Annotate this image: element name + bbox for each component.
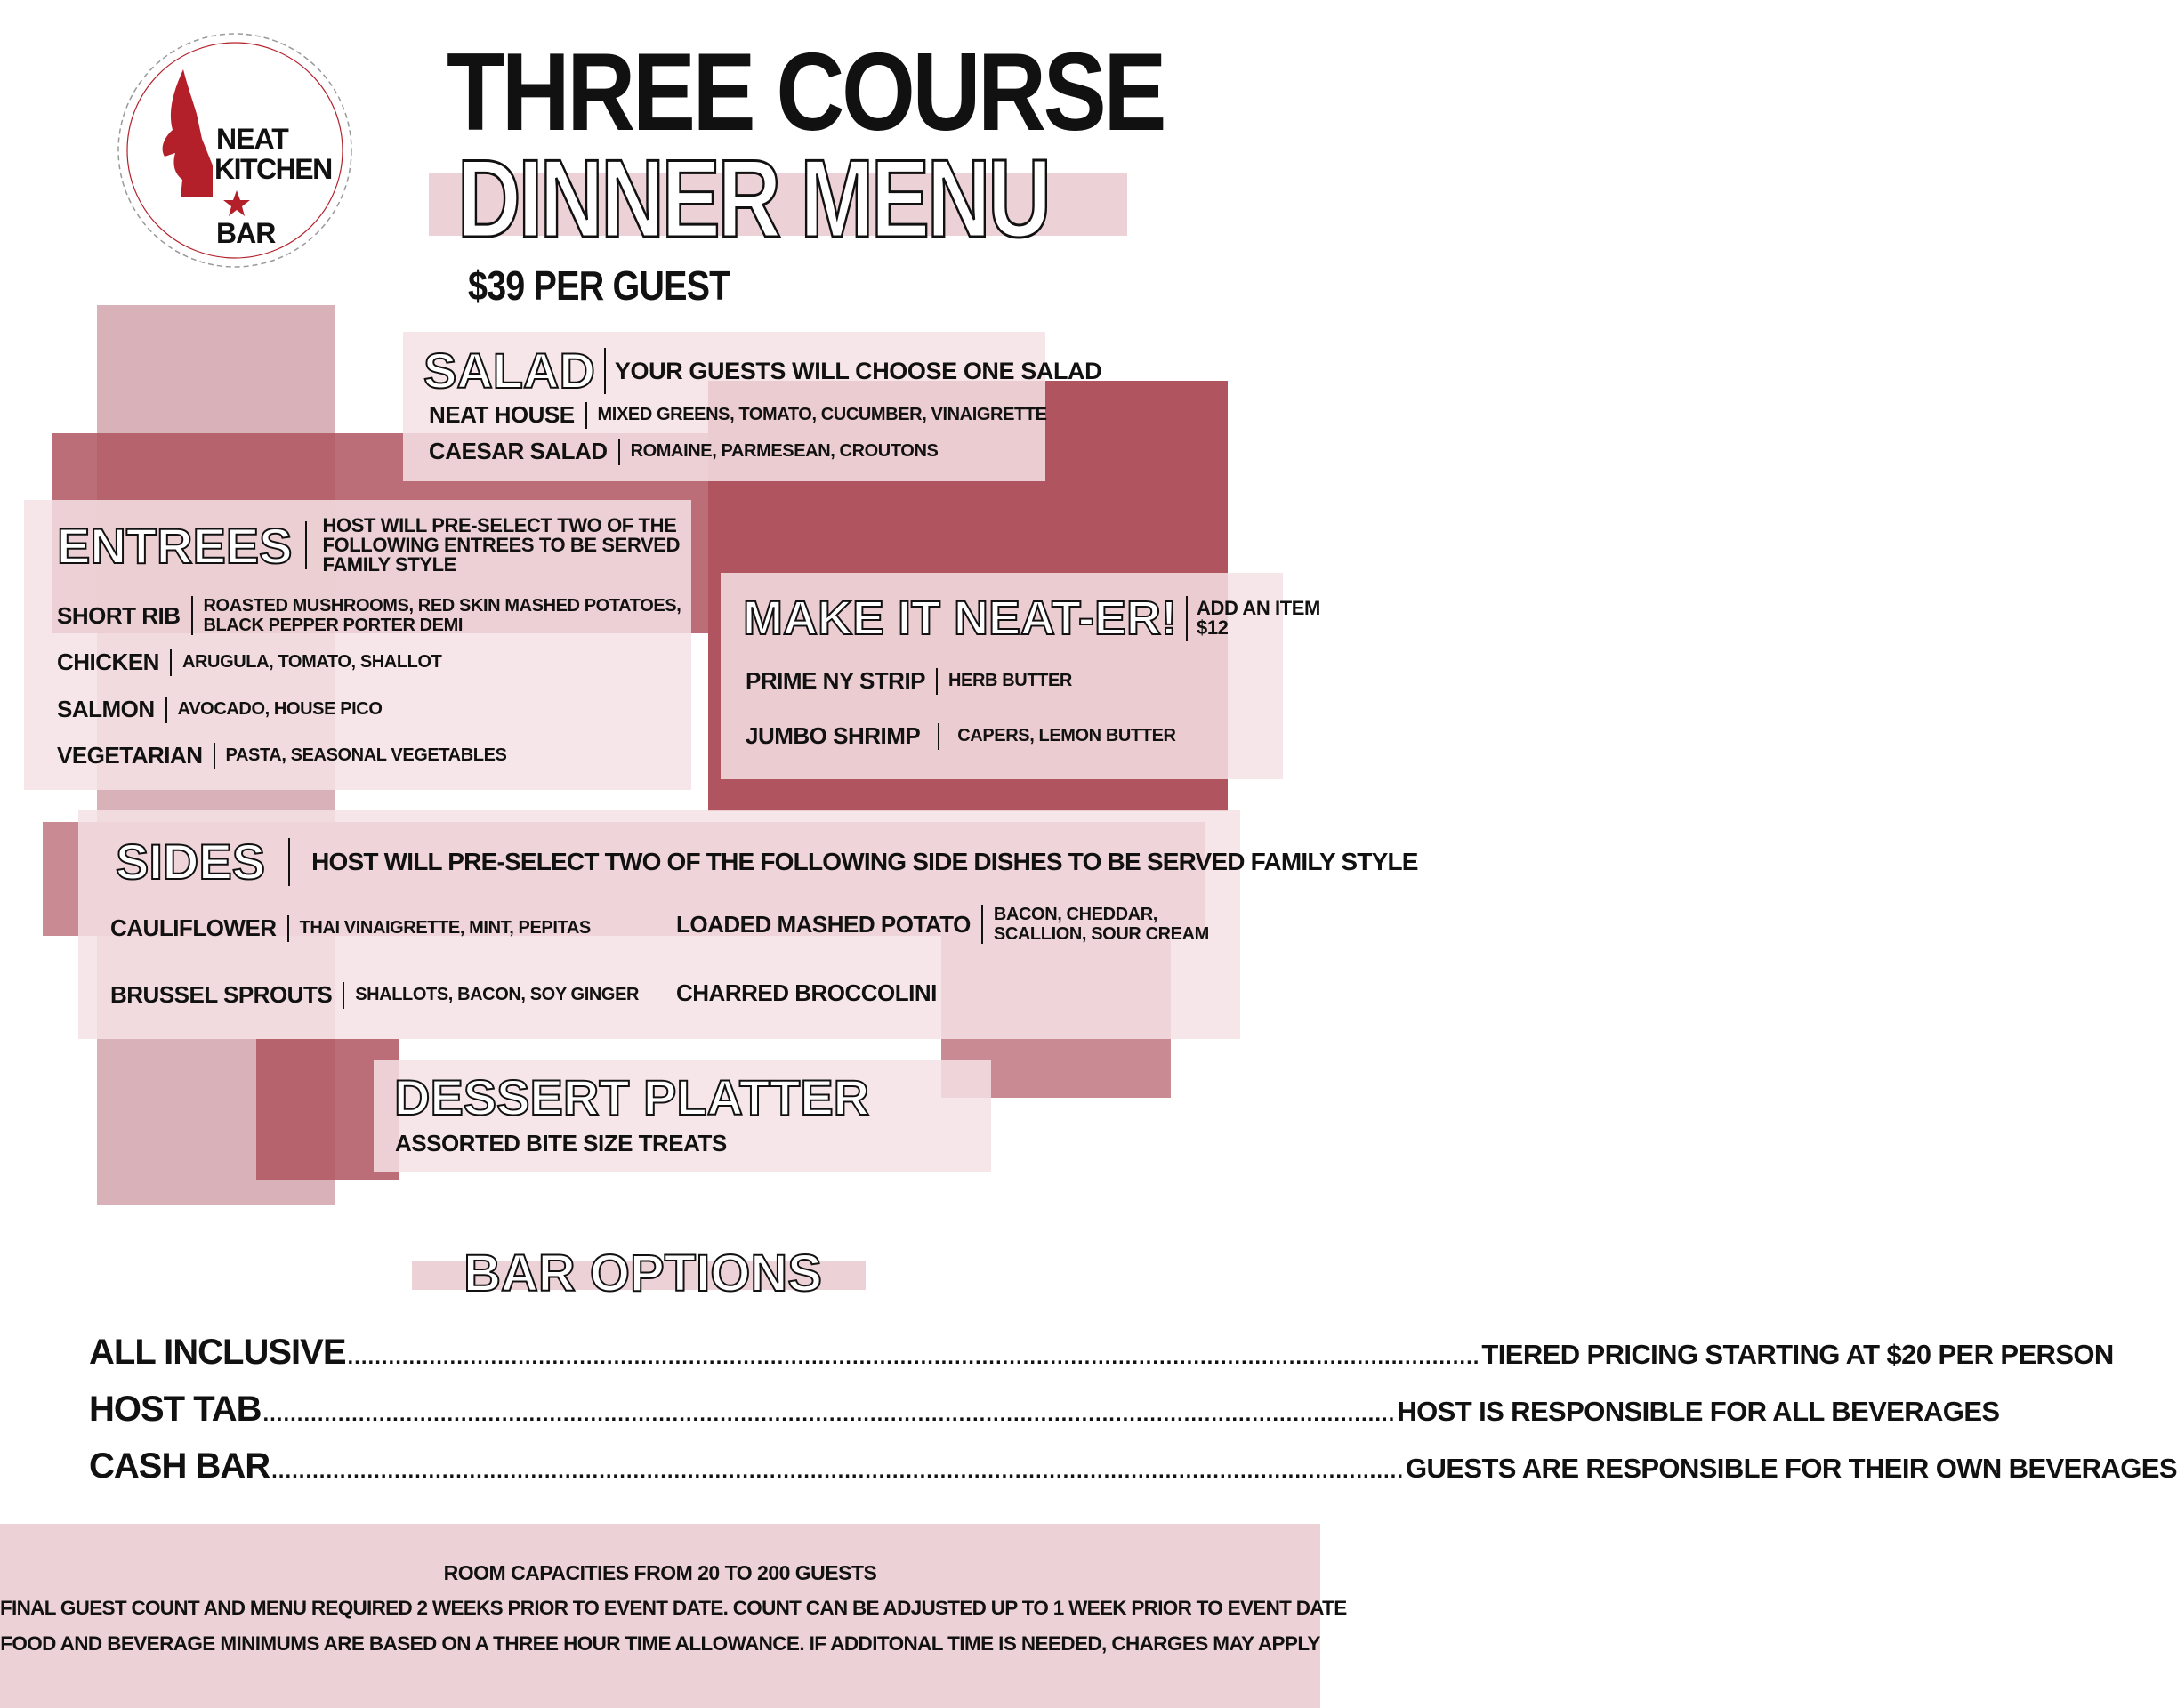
salad-header	[423, 342, 1101, 399]
sides-item-brussel-sprouts	[110, 981, 639, 1009]
entree-item-desc	[204, 596, 681, 635]
salad-item-desc: MIXED GREENS, TOMATO, CUCUMBER, VINAIGRETTE	[597, 405, 1047, 424]
sides-subtitle: HOST WILL PRE-SELECT TWO OF THE FOLLOWING SIDE DISHES TO BE SERVED FAMILY STYLE	[311, 847, 1418, 875]
entrees-subtitle-line: FAMILY STYLE	[322, 553, 456, 576]
salad-item-caesar	[429, 438, 938, 465]
bar-option-label: CASH BAR	[89, 1446, 270, 1486]
footer-band	[0, 1524, 1347, 1708]
entree-item-name: SHORT RIB	[57, 601, 181, 629]
sides-desc-line: SCALLION, SOUR CREAM	[993, 924, 1209, 944]
neater-item-desc: HERB BUTTER	[948, 671, 1072, 690]
bar-options-title: BAR OPTIONS	[464, 1245, 822, 1302]
entree-item-desc: AVOCADO, HOUSE PICO	[177, 699, 383, 719]
sides-item-name: CHARRED BROCCOLINI	[676, 979, 937, 1006]
sides-divider	[288, 838, 290, 886]
item-divider	[585, 402, 587, 429]
item-divider	[618, 439, 620, 465]
bar-option-host-tab	[89, 1390, 2000, 1430]
entree-desc-line: ROASTED MUSHROOMS, RED SKIN MASHED POTATOES,	[203, 596, 681, 616]
sides-item-name: BRUSSEL SPROUTS	[110, 981, 333, 1008]
item-divider	[343, 982, 344, 1009]
footer-line-minimums: FOOD AND BEVERAGE MINIMUMS ARE BASED ON A THREE HOUR TIME ALLOWANCE. IF ADDITONAL TIME IS NEEDED, CHARGES MAY APPLY	[0, 1632, 1320, 1655]
logo	[117, 32, 353, 269]
sides-title: SIDES	[116, 834, 266, 890]
neater-item-desc: CAPERS, LEMON BUTTER	[957, 726, 1176, 745]
sides-item-name: CAULIFLOWER	[110, 914, 277, 941]
bar-option-value: GUESTS ARE RESPONSIBLE FOR THEIR OWN BEVERAGES	[1406, 1453, 2177, 1484]
neater-divider	[1186, 596, 1188, 640]
title-three-course: THREE COURSE	[447, 31, 1165, 154]
neater-item-name: PRIME NY STRIP	[746, 667, 926, 694]
entrees-subtitle	[323, 516, 681, 575]
sides-item-desc: THAI VINAIGRETTE, MINT, PEPITAS	[299, 918, 591, 938]
bar-option-leader: ......................................................................................................................................................................	[262, 1402, 1396, 1426]
sides-item-loaded-mashed-potato	[676, 905, 1209, 944]
sides-header	[116, 833, 1418, 890]
salad-title: SALAD	[423, 342, 595, 399]
bar-option-value: TIERED PRICING STARTING AT $20 PER PERSON	[1481, 1339, 2114, 1370]
bar-option-cash-bar	[89, 1446, 2177, 1486]
sides-desc-line: BACON, CHEDDAR,	[993, 905, 1157, 924]
item-divider	[938, 723, 939, 750]
entree-item-name: CHICKEN	[57, 649, 159, 675]
logo-text-neat: NEAT	[216, 123, 288, 155]
salad-item-name: NEAT HOUSE	[429, 401, 575, 428]
salad-item-neat-house	[429, 401, 1047, 429]
bar-option-label: ALL INCLUSIVE	[89, 1333, 346, 1372]
title-dinner-menu: DINNER MENU	[457, 138, 1049, 261]
dessert-title: DESSERT PLATTER	[394, 1069, 870, 1125]
salad-item-name: CAESAR SALAD	[429, 438, 608, 464]
item-divider	[287, 915, 289, 942]
item-divider	[170, 649, 172, 676]
sides-item-cauliflower	[110, 914, 591, 942]
item-divider	[936, 668, 938, 695]
entree-item-desc: PASTA, SEASONAL VEGETABLES	[225, 745, 507, 765]
neater-subtitle-line: ADD AN ITEM	[1196, 597, 1320, 619]
bar-option-all-inclusive	[89, 1333, 2114, 1373]
neater-subtitle	[1197, 599, 1320, 638]
price-per-guest: $39 PER GUEST	[468, 262, 730, 309]
entree-item-vegetarian	[57, 742, 506, 769]
item-divider	[191, 596, 193, 635]
entree-item-salmon	[57, 696, 383, 723]
neater-item-jumbo-shrimp	[746, 722, 1176, 750]
salad-item-desc: ROMAINE, PARMESEAN, CROUTONS	[630, 441, 939, 461]
sides-item-name: LOADED MASHED POTATO	[676, 910, 971, 938]
logo-text-bar: BAR	[216, 217, 276, 249]
entrees-header	[57, 516, 680, 575]
item-divider	[981, 905, 983, 944]
entrees-divider	[305, 521, 307, 569]
sides-item-desc	[994, 905, 1209, 944]
neater-item-ny-strip	[746, 667, 1072, 695]
bar-option-leader: ......................................................................................................................................................................	[347, 1345, 1480, 1369]
bar-option-leader: ......................................................................................................................................................................	[271, 1459, 1405, 1483]
entree-desc-line: BLACK PEPPER PORTER DEMI	[203, 616, 464, 635]
entree-item-chicken	[57, 649, 441, 676]
salad-divider	[604, 348, 606, 394]
salad-subtitle: YOUR GUESTS WILL CHOOSE ONE SALAD	[614, 357, 1102, 384]
footer-line-guest-count: FINAL GUEST COUNT AND MENU REQUIRED 2 WEEKS PRIOR TO EVENT DATE. COUNT CAN BE ADJUSTED UP TO 1 WEEK PRIOR TO EVENT DATE	[0, 1597, 1347, 1619]
bar-option-label: HOST TAB	[89, 1390, 262, 1429]
neater-header	[743, 591, 1320, 646]
entree-item-short-rib	[57, 596, 681, 635]
entrees-title: ENTREES	[57, 517, 293, 574]
neater-subtitle-line: $12	[1196, 616, 1229, 639]
footer-line-capacity: ROOM CAPACITIES FROM 20 TO 200 GUESTS	[443, 1561, 877, 1584]
sides-item-desc: SHALLOTS, BACON, SOY GINGER	[355, 985, 640, 1004]
neater-title: MAKE IT NEAT-ER!	[743, 592, 1177, 645]
item-divider	[214, 743, 215, 769]
entrees-subtitle-line: FOLLOWING ENTREES TO BE SERVED	[322, 534, 681, 556]
entree-item-name: SALMON	[57, 696, 155, 722]
entree-item-name: VEGETARIAN	[57, 742, 203, 769]
dessert-desc: ASSORTED BITE SIZE TREATS	[395, 1130, 727, 1156]
entrees-subtitle-line: HOST WILL PRE-SELECT TWO OF THE	[322, 514, 677, 536]
bar-option-value: HOST IS RESPONSIBLE FOR ALL BEVERAGES	[1397, 1396, 2000, 1427]
item-divider	[165, 697, 167, 723]
logo-text-kitchen: KITCHEN	[214, 153, 332, 185]
entree-item-desc: ARUGULA, TOMATO, SHALLOT	[181, 652, 442, 672]
sides-item-charred-broccolini	[676, 979, 937, 1007]
neater-item-name: JUMBO SHRIMP	[746, 722, 921, 749]
